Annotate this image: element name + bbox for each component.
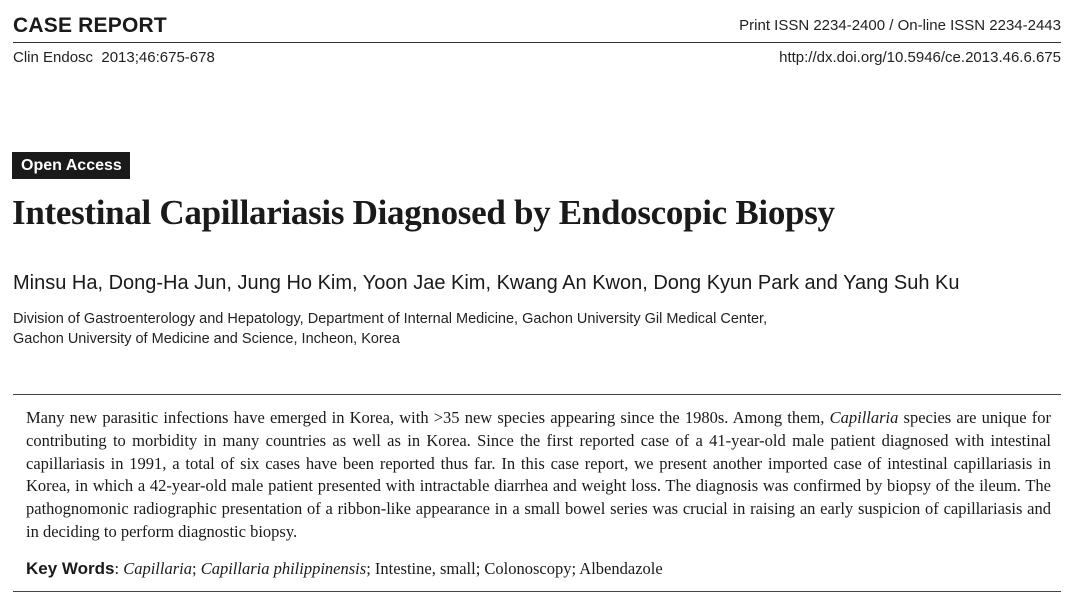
abstract-italic-term: Capillaria	[829, 408, 899, 427]
abstract-part-2: species are unique for contributing to morbidity in many countries as well as in Korea. Since the first reported case of a 41-year-old male patient diagnosed with intestinal capillariasis in 1991, a total of six cases have been reported thus far. In this case report, we present another imported case of intestinal capillariasis in Korea, in which a 42-year-old male patient presented with intractable diarrhea and weight loss. The diagnosis was confirmed by biopsy of the ileum. The pathognomonic radiographic presentation of a ribbon-like appearance in a small bowel series was crucial in raising an early suspicion of capillariasis and in deciding to perform diagnostic biopsy.	[26, 408, 1052, 541]
open-access-badge: Open Access	[12, 152, 130, 179]
author-list: Minsu Ha, Dong-Ha Jun, Jung Ho Kim, Yoon Jae Kim, Kwang An Kwon, Dong Kyun Park and Yang Suh Ku	[13, 272, 960, 294]
doi-link[interactable]: http://dx.doi.org/10.5946/ce.2013.46.6.675	[779, 49, 1061, 66]
abstract-part-1: Many new parasitic infections have emerged in Korea, with >35 new species appearing since the 1980s. Among them,	[26, 408, 830, 427]
journal-header	[13, 14, 1061, 43]
article-type-label: CASE REPORT	[13, 14, 167, 37]
keywords-line	[26, 559, 663, 579]
issn-info: Print ISSN 2234-2400 / On-line ISSN 2234-2443	[739, 17, 1061, 34]
keywords-rest: ; Intestine, small; Colonoscopy; Albendazole	[366, 559, 663, 578]
affiliation-line-1: Division of Gastroenterology and Hepatology, Department of Internal Medicine, Gachon University Gil Medical Center,	[13, 311, 768, 327]
citation-bar	[13, 49, 1061, 66]
keywords-label: Key Words	[26, 559, 115, 578]
article-title: Intestinal Capillariasis Diagnosed by Endoscopic Biopsy	[12, 193, 835, 232]
affiliation-line-2: Gachon University of Medicine and Science, Incheon, Korea	[13, 331, 400, 347]
keyword-2: Capillaria philippinensis	[200, 559, 367, 578]
keywords-separator-2: ;	[191, 559, 201, 578]
keywords-separator: :	[114, 559, 124, 578]
abstract-text	[26, 407, 1051, 544]
journal-citation: Clin Endosc 2013;46:675-678	[13, 49, 215, 66]
affiliation	[13, 309, 767, 349]
keyword-1: Capillaria	[123, 559, 192, 578]
abstract-section	[13, 394, 1061, 592]
